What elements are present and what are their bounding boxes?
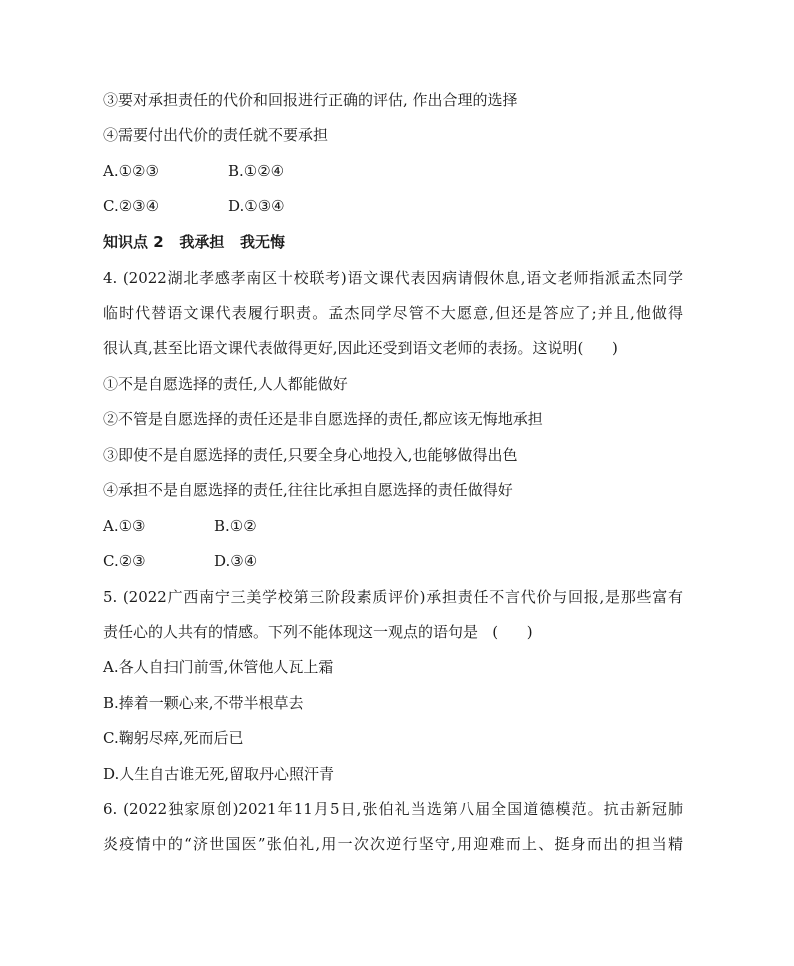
q6-stem-line-2: 炎疫情中的“济世国医”张伯礼,用一次次逆行坚守,用迎难而上、挺身而出的担当精: [103, 835, 683, 853]
q3-item-4: ④需要付出代价的责任就不要承担: [103, 126, 329, 144]
q3-option-b: B.①②④: [228, 162, 285, 180]
q4-option-a: A.①③: [103, 517, 146, 535]
q3-option-a: A.①②③: [103, 162, 159, 180]
q5-stem-line-1: 5. (2022广西南宁三美学校第三阶段素质评价)承担责任不言代价与回报,是那些富有: [103, 588, 683, 606]
q5-option-c: C.鞠躬尽瘁,死而后已: [103, 729, 244, 747]
q5-option-d: D.人生自古谁无死,留取丹心照汗青: [103, 765, 335, 783]
q5-stem-line-2: 责任心的人共有的情感。下列不能体现这一观点的语句是 ( ): [103, 623, 533, 641]
q3-option-c: C.②③④: [103, 197, 160, 215]
q4-item-2: ②不管是自愿选择的责任还是非自愿选择的责任,都应该无悔地承担: [103, 410, 543, 428]
q4-item-4: ④承担不是自愿选择的责任,往往比承担自愿选择的责任做得好: [103, 481, 513, 499]
q4-item-3: ③即使不是自愿选择的责任,只要全身心地投入,也能够做得出色: [103, 446, 518, 464]
q3-option-d: D.①③④: [228, 197, 285, 215]
section-title: 知识点 2 我承担 我无悔: [103, 233, 285, 251]
q4-option-b: B.①②: [214, 517, 257, 535]
q4-stem-line-1: 4. (2022湖北孝感孝南区十校联考)语文课代表因病请假休息,语文老师指派孟杰同学: [103, 269, 683, 287]
q4-option-d: D.③④: [214, 552, 258, 570]
q4-stem-line-2: 临时代替语文课代表履行职责。孟杰同学尽管不大愿意,但还是答应了;并且,他做得: [103, 304, 683, 322]
q5-option-a: A.各人自扫门前雪,休管他人瓦上霜: [103, 658, 334, 676]
q4-option-c: C.②③: [103, 552, 146, 570]
q4-stem-line-3: 很认真,甚至比语文课代表做得更好,因此还受到语文老师的表扬。这说明( ): [103, 339, 618, 357]
q6-stem-line-1: 6. (2022独家原创)2021年11月5日,张伯礼当选第八届全国道德模范。抗击新冠肺: [103, 800, 683, 818]
q3-item-3: ③要对承担责任的代价和回报进行正确的评估, 作出合理的选择: [103, 91, 518, 109]
q4-item-1: ①不是自愿选择的责任,人人都能做好: [103, 375, 348, 393]
q5-option-b: B.捧着一颗心来,不带半根草去: [103, 694, 304, 712]
